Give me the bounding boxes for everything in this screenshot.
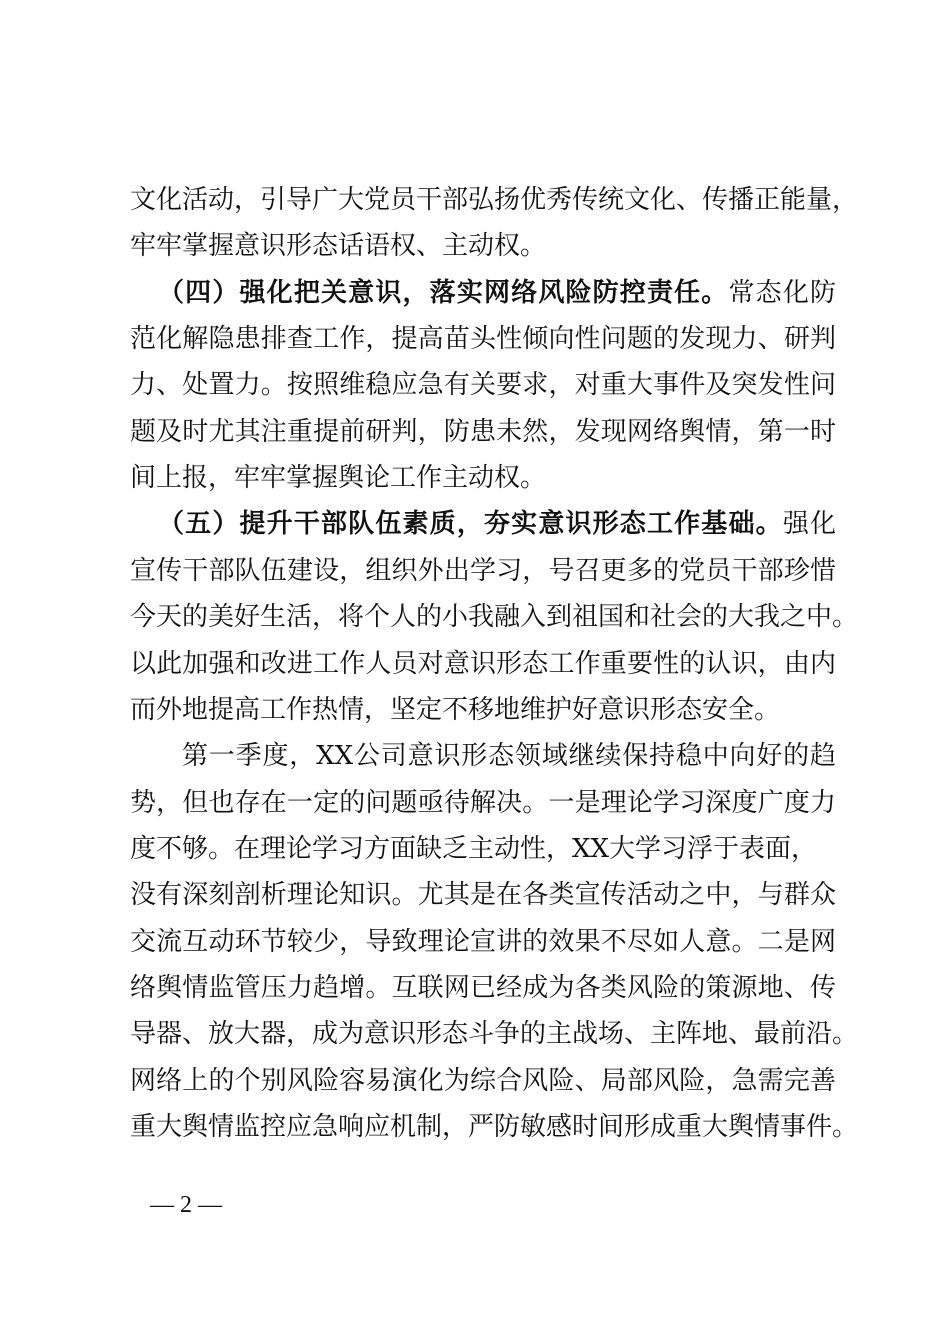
body-text: 文化活动，引导广大党员干部弘扬优秀传统文化、传播正能量， (130, 185, 859, 215)
body-text: 络舆情监管压力趋增。互联网已经成为各类风险的策源地、传 (130, 972, 836, 1003)
body-text: 以此加强和改进工作人员对意识形态工作重要性的认识，由内 (130, 648, 836, 679)
body-text: 势，但也存在一定的问题亟待解决。一是理论学习深度广度力 (130, 787, 836, 818)
paragraph-line (130, 925, 836, 959)
paragraph-line (130, 183, 859, 217)
body-text: 导器、放大器，成为意识形态斗争的主战场、主阵地、最前沿。 (130, 1019, 859, 1050)
body-text: 宣传干部队伍建设，组织外出学习，号召更多的党员干部珍惜 (130, 555, 836, 586)
page-number: — 2 — (150, 1192, 222, 1218)
body-text: 范化解隐患排查工作，提高苗头性倾向性问题的发现力、研判 (130, 324, 836, 355)
paragraph-line (158, 507, 836, 541)
paragraph-line (130, 322, 836, 356)
paragraph-line (130, 600, 859, 634)
body-text: 重大舆情监控应急响应机制，严防敏感时间形成重大舆情事件。 (130, 1112, 859, 1142)
body-text: 题及时尤其注重提前研判，防患未然，发现网络舆情，第一时 (130, 416, 836, 447)
paragraph-line (158, 276, 836, 310)
paragraph-line (130, 368, 836, 402)
paragraph-line (130, 878, 836, 912)
paragraph-line (130, 554, 836, 588)
body-text: 度不够。在理论学习方面缺乏主动性，XX大学习浮于表面， (130, 833, 818, 864)
paragraph-line (130, 786, 836, 820)
body-text: 常态化防 (728, 277, 836, 308)
body-text: 力、处置力。按照维稳应急有关要求，对重大事件及突发性问 (130, 370, 836, 401)
paragraph-line (130, 832, 836, 866)
section-heading: （五）提升干部队伍素质，夯实意识形态工作基础。 (158, 509, 783, 540)
paragraph-line (130, 461, 836, 495)
paragraph-line (130, 693, 836, 727)
body-text: 今天的美好生活，将个人的小我融入到祖国和社会的大我之中。 (130, 602, 859, 633)
paragraph-line (130, 415, 836, 449)
paragraph-line (130, 971, 836, 1005)
paragraph-line (130, 1064, 836, 1098)
paragraph-line (182, 739, 836, 773)
body-text: 而外地提高工作热情，坚定不移地维护好意识形态安全。 (130, 694, 781, 725)
body-text: 牢牢掌握意识形态话语权、主动权。 (130, 231, 547, 262)
body-text: 第一季度，XX公司意识形态领域继续保持稳中向好的趋 (182, 741, 836, 772)
paragraph-line (130, 647, 836, 681)
paragraph-line (130, 1017, 859, 1051)
paragraph-line (130, 229, 836, 263)
body-text: 间上报，牢牢掌握舆论工作主动权。 (130, 463, 547, 494)
body-text: 强化 (782, 509, 836, 540)
body-text: 没有深刻剖析理论知识。尤其是在各类宣传活动之中，与群众 (130, 880, 836, 911)
paragraph-line (130, 1110, 859, 1144)
section-heading: （四）强化把关意识，落实网络风险防控责任。 (158, 277, 729, 308)
body-text: 交流互动环节较少，导致理论宣讲的效果不尽如人意。二是网 (130, 926, 836, 957)
body-text: 网络上的个别风险容易演化为综合风险、局部风险，急需完善 (130, 1065, 836, 1096)
